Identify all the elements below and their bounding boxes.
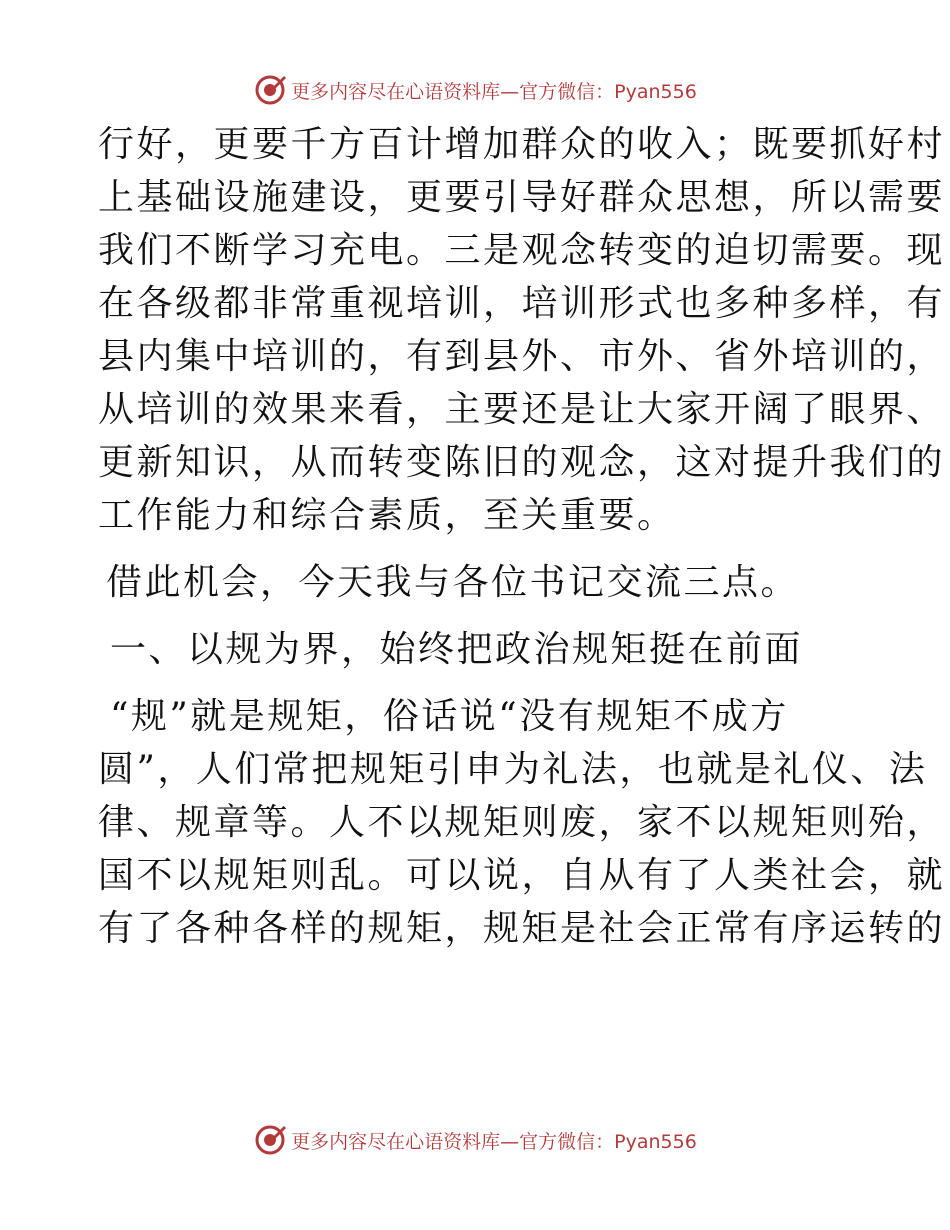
body-line: “规”就是规矩，俗话说“没有规矩不成方 <box>110 696 789 737</box>
body-line: 有了各种各样的规矩，规矩是社会正常有序运转的 <box>98 908 946 949</box>
pen-logo-icon <box>253 1123 287 1157</box>
body-line: 从培训的效果来看，主要还是让大家开阔了眼界、 <box>98 389 946 430</box>
header-watermark <box>0 70 950 110</box>
body-line: 工作能力和综合素质，至关重要。 <box>98 495 676 536</box>
body-line: 我们不断学习充电。三是观念转变的迫切需要。现 <box>98 230 946 271</box>
body-line: 国不以规矩则乱。可以说，自从有了人类社会，就 <box>98 855 946 896</box>
watermark-text: 更多内容尽在心语资料库—官方微信：Pyan556 <box>291 80 697 103</box>
body-line: 圆”，人们常把规矩引申为礼法，也就是礼仪、法 <box>98 749 928 790</box>
section-heading: 一、以规为界，始终把政治规矩挺在前面 <box>110 629 804 670</box>
body-line: 律、规章等。人不以规矩则废，家不以规矩则殆， <box>98 802 946 843</box>
body-line: 在各级都非常重视培训，培训形式也多种多样，有 <box>98 283 946 324</box>
watermark-text: 更多内容尽在心语资料库—官方微信：Pyan556 <box>291 1130 697 1153</box>
document-body <box>98 118 946 955</box>
footer-watermark <box>0 1120 950 1160</box>
body-line: 县内集中培训的，有到县外、市外、省外培训的， <box>98 336 946 377</box>
body-line: 更新知识，从而转变陈旧的观念，这对提升我们的 <box>98 442 946 483</box>
body-line: 行好，更要千方百计增加群众的收入；既要抓好村 <box>98 124 946 165</box>
paragraph-intro: 借此机会，今天我与各位书记交流三点。 <box>106 562 800 603</box>
pen-logo-icon <box>253 73 287 107</box>
body-line: 上基础设施建设，更要引导好群众思想，所以需要 <box>98 177 946 218</box>
